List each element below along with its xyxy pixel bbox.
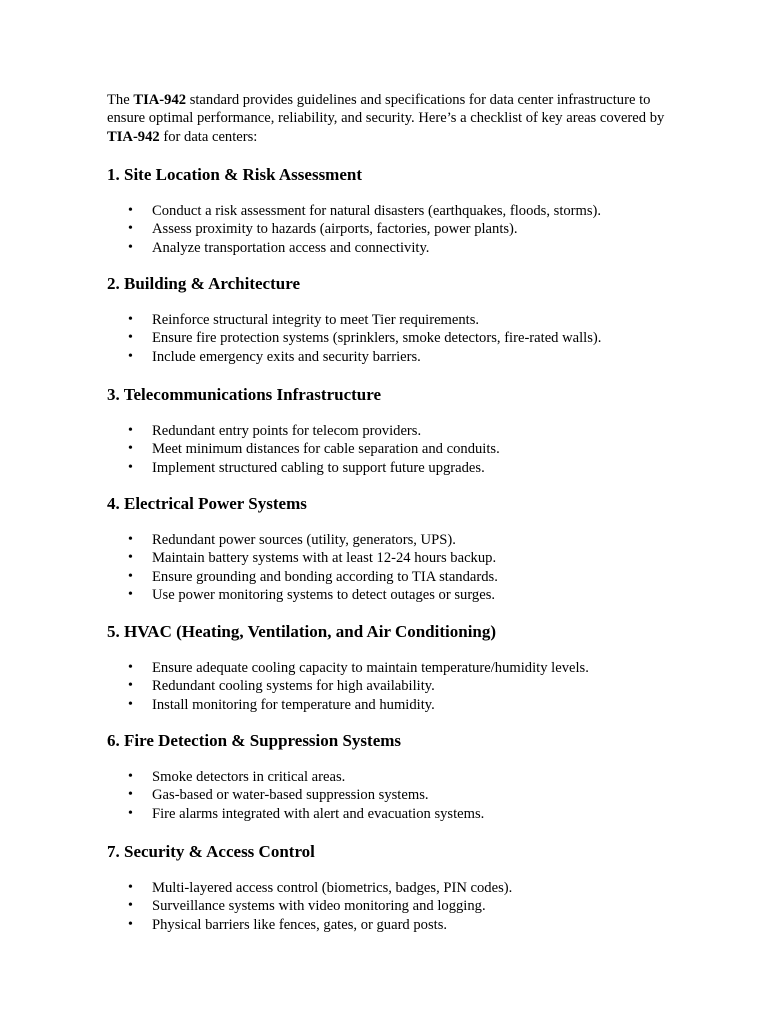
list-item-text: Use power monitoring systems to detect outages or surges. (152, 586, 496, 603)
bullet-icon: • (128, 550, 133, 566)
bullet-icon: • (128, 787, 133, 803)
list-item-text: Multi-layered access control (biometrics, badges, PIN codes). (152, 880, 513, 896)
list-item-text: Reinforce structural integrity to meet Tier requirements. (152, 312, 480, 328)
list-item-text: Meet minimum distances for cable separation and conduits. (152, 441, 500, 458)
list-item-text: Redundant entry points for telecom providers. (152, 423, 422, 439)
list-item-text: Conduct a risk assessment for natural disasters (earthquakes, floods, storms). (152, 203, 602, 219)
list-item (107, 348, 667, 366)
list-item-text: Ensure grounding and bonding according to TIA standards. (152, 568, 498, 585)
list-item-text: Physical barriers like fences, gates, or guard posts. (152, 916, 448, 933)
bullet-icon: • (128, 696, 133, 712)
list-item-text: Gas-based or water-based suppression systems. (152, 787, 429, 804)
list-item (107, 459, 667, 477)
bullet-icon: • (128, 221, 133, 237)
section-heading: 6. Fire Detection & Suppression Systems (107, 731, 402, 750)
list-item (107, 916, 667, 934)
list-item (107, 440, 667, 458)
bullet-icon: • (128, 898, 133, 914)
list-item (107, 329, 667, 347)
intro-text-2: standard provides guidelines and specifications for data center infrastructure to ensure optimal performance, reliability, and security. Here’s a checklist of key areas covered by (107, 92, 665, 127)
checklist-section (107, 165, 667, 257)
list-item (107, 805, 667, 823)
checklist-list (107, 659, 667, 714)
list-item (107, 549, 667, 567)
bullet-icon: • (128, 532, 133, 547)
bullet-icon: • (128, 312, 133, 327)
list-item-text: Analyze transportation access and connectivity. (152, 239, 430, 256)
checklist-section (107, 731, 667, 823)
bullet-icon: • (128, 568, 133, 584)
list-item (107, 220, 667, 238)
list-item-text: Include emergency exits and security barriers. (152, 348, 421, 365)
section-heading: 5. HVAC (Heating, Ventilation, and Air Conditioning) (107, 622, 497, 641)
list-item-text: Redundant cooling systems for high availability. (152, 678, 435, 695)
checklist-list (107, 202, 667, 257)
checklist-list (107, 422, 667, 477)
checklist-list (107, 531, 667, 604)
bullet-icon: • (128, 805, 133, 821)
bullet-icon: • (128, 423, 133, 438)
list-item (107, 677, 667, 695)
intro-standard-name: TIA-942 (133, 92, 187, 108)
list-item-text: Install monitoring for temperature and humidity. (152, 696, 435, 713)
list-item-text: Implement structured cabling to support future upgrades. (152, 459, 485, 476)
bullet-icon: • (128, 330, 133, 346)
checklist-section (107, 385, 667, 477)
bullet-icon: • (128, 586, 133, 602)
bullet-icon: • (128, 678, 133, 694)
section-heading: 7. Security & Access Control (107, 842, 315, 861)
bullet-icon: • (128, 203, 133, 218)
bullet-icon: • (128, 880, 133, 895)
checklist-section (107, 274, 667, 366)
list-item (107, 239, 667, 257)
bullet-icon: • (128, 239, 133, 255)
intro-text-3: for data centers: (159, 128, 258, 145)
list-item (107, 786, 667, 804)
list-item-text: Redundant power sources (utility, generators, UPS). (152, 532, 456, 548)
bullet-icon: • (128, 348, 133, 364)
section-heading: 2. Building & Architecture (107, 274, 300, 293)
intro-text-1: The (107, 92, 134, 108)
list-item (107, 422, 667, 440)
section-heading: 3. Telecommunications Infrastructure (107, 385, 382, 404)
list-item (107, 311, 667, 329)
checklist-list (107, 311, 667, 366)
list-item (107, 696, 667, 714)
list-item (107, 586, 667, 604)
checklist-section (107, 622, 667, 714)
bullet-icon: • (128, 441, 133, 457)
list-item (107, 531, 667, 549)
list-item-text: Ensure adequate cooling capacity to maintain temperature/humidity levels. (152, 660, 589, 676)
list-item-text: Assess proximity to hazards (airports, factories, power plants). (152, 221, 518, 238)
list-item (107, 568, 667, 586)
bullet-icon: • (128, 660, 133, 675)
checklist-list (107, 879, 667, 934)
list-item-text: Fire alarms integrated with alert and evacuation systems. (152, 805, 485, 822)
list-item (107, 879, 667, 897)
bullet-icon: • (128, 769, 133, 784)
list-item (107, 659, 667, 677)
bullet-icon: • (128, 459, 133, 475)
bullet-icon: • (128, 916, 133, 932)
list-item (107, 202, 667, 220)
intro-paragraph (107, 91, 667, 146)
intro-standard-name-2: TIA-942 (107, 128, 160, 145)
checklist-list (107, 768, 667, 823)
list-item-text: Maintain battery systems with at least 12-24 hours backup. (152, 550, 497, 567)
document-page (107, 91, 667, 933)
list-item (107, 897, 667, 915)
checklist-section (107, 842, 667, 934)
list-item-text: Ensure fire protection systems (sprinklers, smoke detectors, fire-rated walls). (152, 330, 602, 347)
section-heading: 1. Site Location & Risk Assessment (107, 165, 363, 184)
list-item-text: Smoke detectors in critical areas. (152, 769, 346, 785)
list-item-text: Surveillance systems with video monitoring and logging. (152, 898, 486, 915)
section-heading: 4. Electrical Power Systems (107, 494, 307, 513)
list-item (107, 768, 667, 786)
checklist-section (107, 494, 667, 604)
